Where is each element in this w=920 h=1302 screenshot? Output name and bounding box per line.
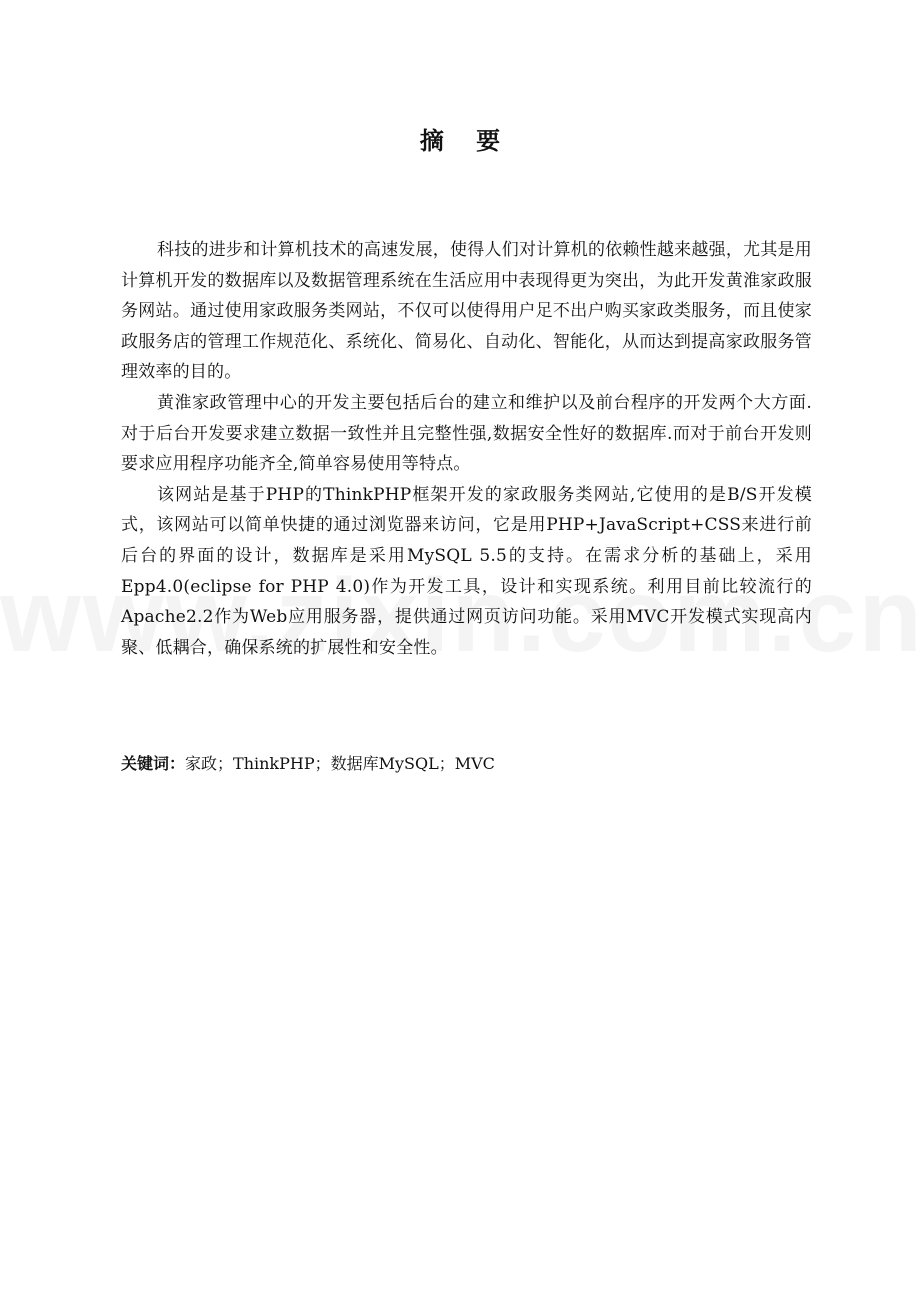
abstract-paragraph-3: 该网站是基于PHP的ThinkPHP框架开发的家政服务类网站,它使用的是B/S开发模式，该网站可以简单快捷的通过浏览器来访问，它是用PHP+JavaScript+CSS来进行前后台的界面的设计，数据库是采用MySQL 5.5的支持。在需求分析的基础上，采用Epp4.0(eclipse for PHP 4.0)作为开发工具，设计和实现系统。利用目前比较流行的Apache2.2作为Web应用服务器，提供通过网页访问功能。采用MVC开发模式实现高内聚、低耦合，确保系统的扩展性和安全性。: [121, 484, 812, 658]
abstract-paragraph-1: 科技的进步和计算机技术的高速发展，使得人们对计算机的依赖性越来越强，尤其是用计算机开发的数据库以及数据管理系统在生活应用中表现得更为突出，为此开发黄淮家政服务网站。通过使用家政服务类网站，不仅可以使得用户足不出户购买家政类服务，而且使家政服务店的管理工作规范化、系统化、简易化、自动化、智能化，从而达到提高家政服务管理效率的目的。: [121, 240, 812, 383]
keywords-label: 关键词：: [121, 754, 186, 773]
abstract-body: [121, 235, 812, 663]
keywords-text: 家政；ThinkPHP；数据库MySQL；MVC: [185, 754, 495, 773]
keywords-line: [121, 749, 812, 779]
abstract-paragraph-2: 黄淮家政管理中心的开发主要包括后台的建立和维护以及前台程序的开发两个大方面.对于后台开发要求建立数据一致性并且完整性强,数据安全性好的数据库.而对于前台开发则要求应用程序功能齐全,简单容易使用等特点。: [121, 392, 812, 475]
page-title: 摘 要: [419, 127, 513, 155]
